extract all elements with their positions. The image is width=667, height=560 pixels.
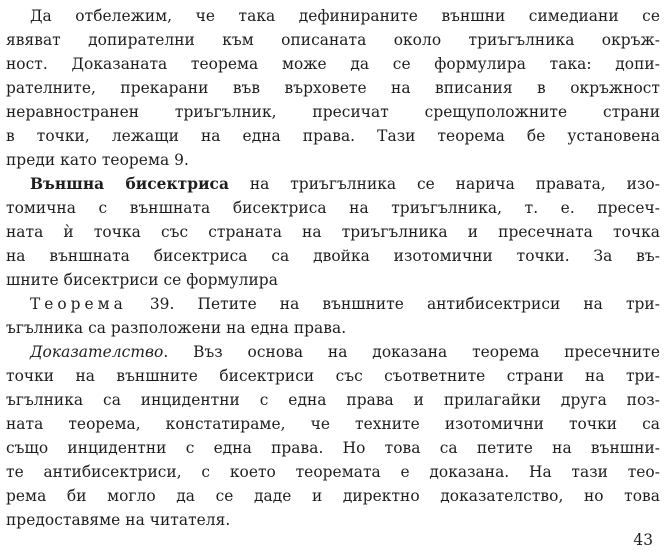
text-line: ъгълника са инцидентни с една права и прилагайки друга поз-	[6, 391, 660, 409]
text-line: ната ѝ точка със страната на триъгълника и пресечната точка	[6, 223, 660, 241]
text-fragment: . Въз основа на доказана теорема пресечните	[163, 343, 660, 361]
text-line: ъгълника са разположени на една права.	[6, 319, 347, 337]
text-line: томична с външната бисектриса на триъгълника, т. е. пресеч-	[6, 199, 660, 217]
text-fragment: на триъгълника се нарича правата, изо-	[229, 175, 660, 193]
text-line: също инцидентни с една права. Но това са петите на външни-	[6, 439, 660, 457]
text-line: предоставяме на читателя.	[6, 511, 231, 529]
text-line: в точки, лежащи на една права. Тази теорема бе установена	[6, 127, 660, 145]
text-line: рателните, прекарани във върховете на вписания в окръжност	[6, 79, 660, 97]
definition-lead-line	[30, 172, 660, 196]
proof-label: Доказателство	[30, 343, 164, 361]
text-line: точки на външните бисектриси със съответните страни на три-	[6, 367, 660, 385]
text-line: неравностранен триъгълник, пресичат срещуположните страни	[6, 103, 660, 121]
text-line: преди като теорема 9.	[6, 151, 189, 169]
text-line: на външната бисектриса са двойка изотомични точки. За въ-	[6, 247, 660, 265]
text-line: шните бисектриси се формулира	[6, 271, 278, 289]
text-line: Да отбележим, че така дефинираните външни симедиани се	[30, 7, 660, 25]
text-line: ност. Доказаната теорема може да се формулира така: допи-	[6, 55, 660, 73]
page-number: 43	[633, 531, 653, 549]
theorem-label: Теорема	[30, 295, 127, 313]
text-line: рема би могло да се даде и директно доказателство, но това	[6, 487, 660, 505]
proof-lead-line	[30, 340, 660, 364]
text-line: явяват допирателни към описаната около триъгълника окръж-	[6, 31, 660, 49]
text-line: ната теорема, констатираме, че техните изотомични точки са	[6, 415, 660, 433]
text-line: те антибисектриси, с което теоремата е доказана. На тази тео-	[6, 463, 660, 481]
text-fragment: 39. Петите на външните антибисектриси на три-	[126, 295, 660, 313]
theorem-lead-line	[30, 292, 660, 316]
defined-term: Външна бисектриса	[30, 175, 229, 193]
